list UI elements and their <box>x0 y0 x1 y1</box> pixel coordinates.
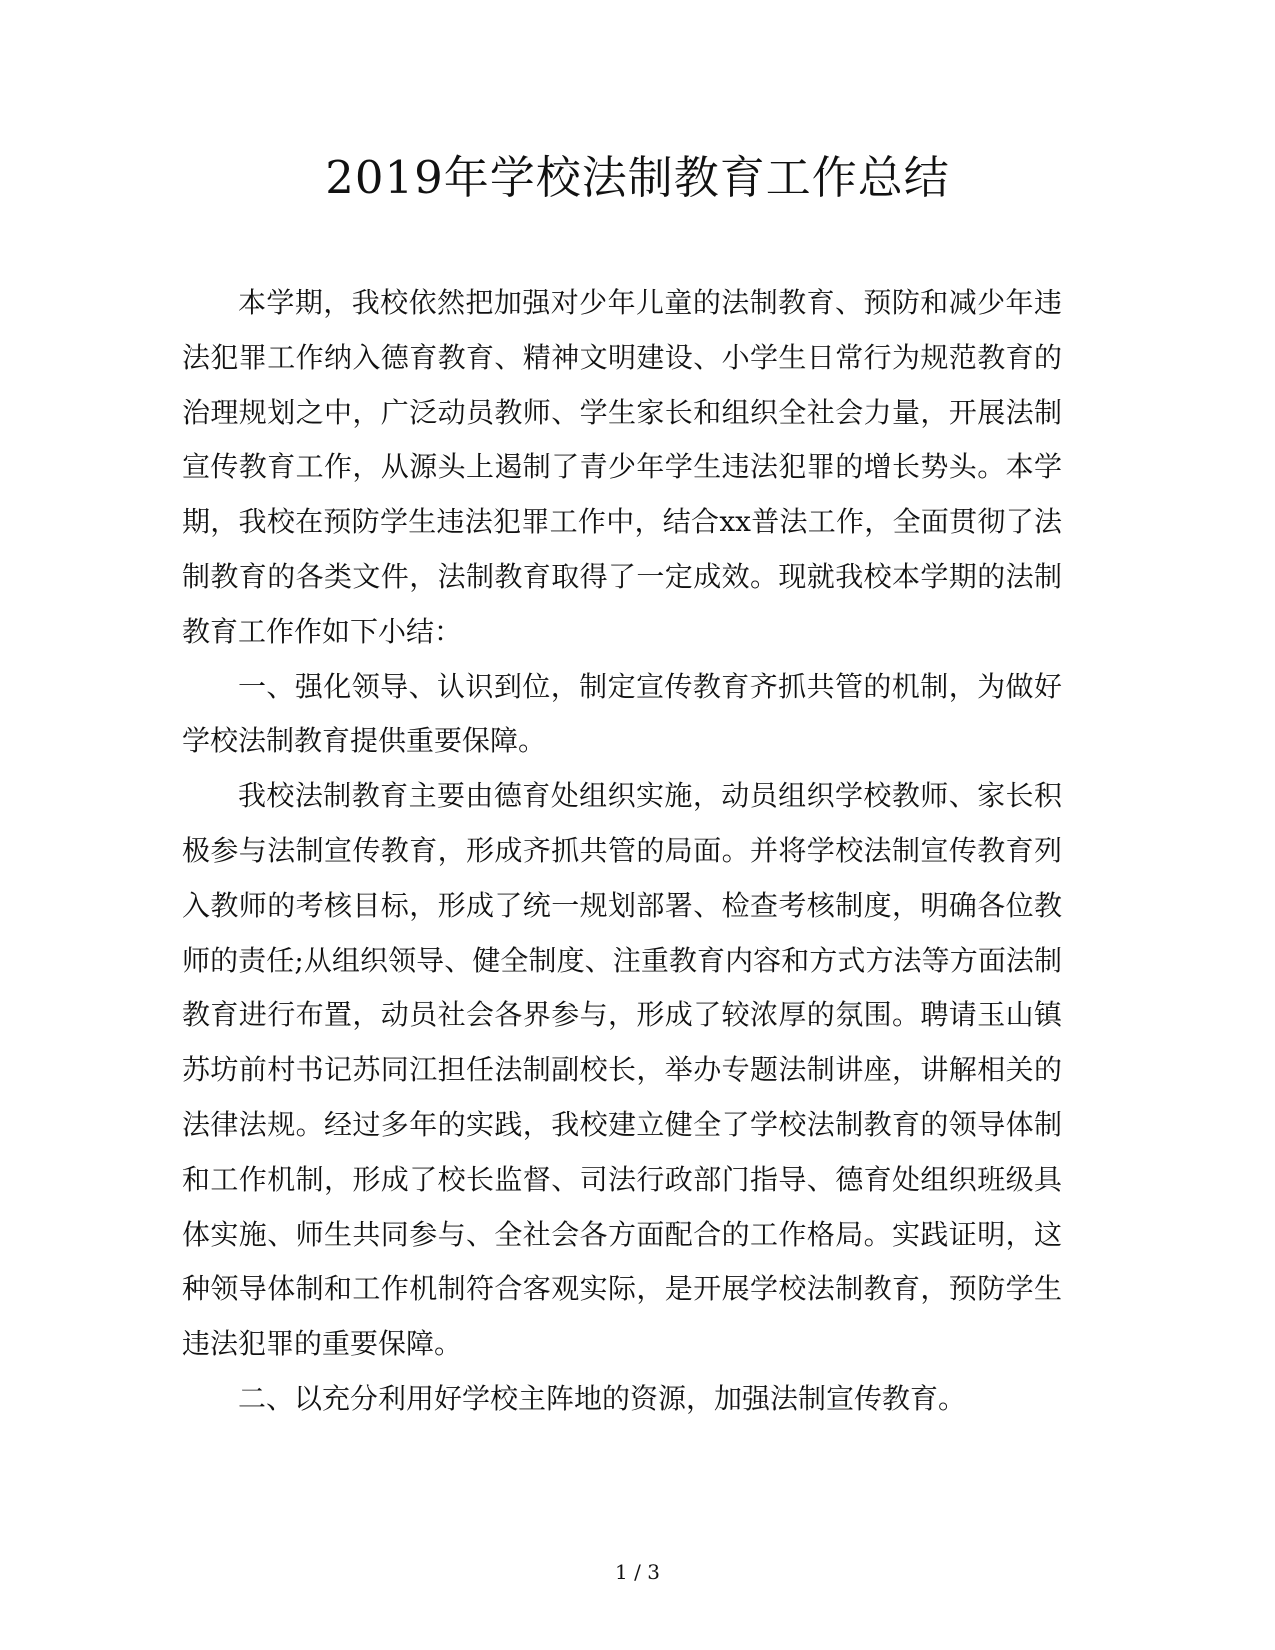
page-number: 1 / 3 <box>615 1560 660 1584</box>
document-body <box>182 276 1062 1427</box>
document-title: 2019年学校法制教育工作总结 <box>325 151 950 204</box>
paragraph-section-1-body: 我校法制教育主要由德育处组织实施，动员组织学校教师、家长积极参与法制宣传教育，形成齐抓共管的局面。并将学校法制宣传教育列入教师的考核目标，形成了统一规划部署、检查考核制度，明确各位教师的责任;从组织领导、健全制度、注重教育内容和方式方法等方面法制教育进行布置，动员社会各界参与，形成了较浓厚的氛围。聘请玉山镇苏坊前村书记苏同江担任法制副校长，举办专题法制讲座，讲解相关的法律法规。经过多年的实践，我校建立健全了学校法制教育的领导体制和工作机制，形成了校长监督、司法行政部门指导、德育处组织班级具体实施、师生共同参与、全社会各方面配合的工作格局。实践证明，这种领导体制和工作机制符合客观实际，是开展学校法制教育，预防学生违法犯罪的重要保障。 <box>182 779 1062 1361</box>
paragraph-intro: 本学期，我校依然把加强对少年儿童的法制教育、预防和减少年违法犯罪工作纳入德育教育、精神文明建设、小学生日常行为规范教育的治理规划之中，广泛动员教师、学生家长和组织全社会力量，开展法制宣传教育工作，从源头上遏制了青少年学生违法犯罪的增长势头。本学期，我校在预防学生违法犯罪工作中，结合xx普法工作，全面贯彻了法制教育的各类文件，法制教育取得了一定成效。现就我校本学期的法制教育工作作如下小结： <box>182 286 1062 648</box>
paragraph-section-2-heading: 二、以充分利用好学校主阵地的资源，加强法制宣传教育。 <box>238 1381 967 1415</box>
paragraph-section-1-heading: 一、强化领导、认识到位，制定宣传教育齐抓共管的机制，为做好学校法制教育提供重要保障。 <box>182 669 1062 758</box>
